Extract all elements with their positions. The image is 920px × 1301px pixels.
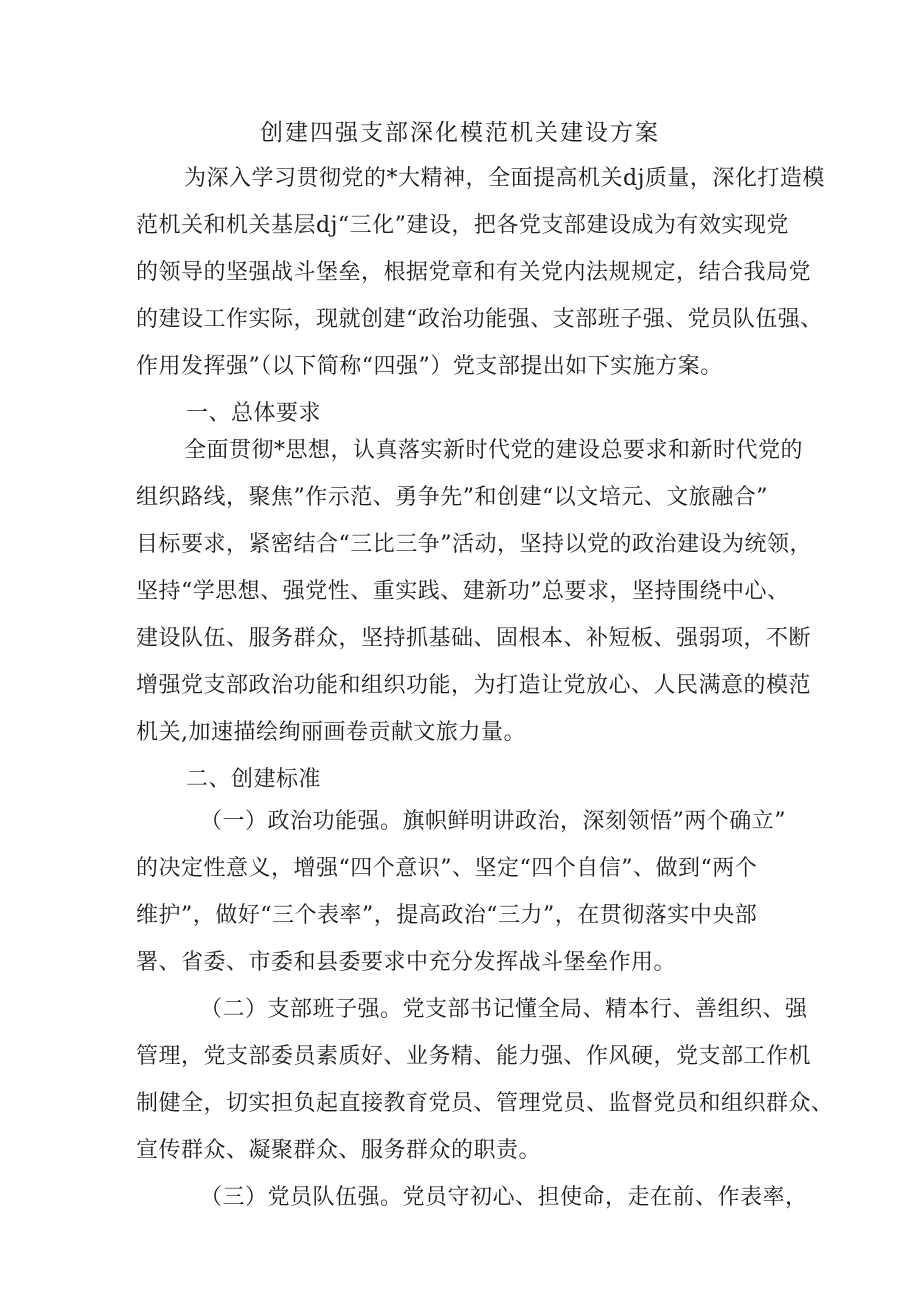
paragraph-line: 署、省委、市委和县委要求中充分发挥战斗堡垒作用。	[136, 950, 677, 975]
paragraph-line: 的领导的坚强战斗堡垒，根据党章和有关党内法规规定，结合我局党	[136, 260, 812, 285]
paragraph-line: 管理，党支部委员素质好、业务精、能力强、作风硬，党支部工作机	[136, 1044, 812, 1069]
paragraph-line: 的建设工作实际，现就创建“政治功能强、支部班子强、党员队伍强、	[136, 307, 823, 332]
paragraph-line: （三）党员队伍强。党员守初心、担使命，走在前、作表率，	[200, 1185, 808, 1210]
paragraph-line: 的决定性意义，增强“四个意识”、坚定“四个自信”、做到“两个	[136, 856, 758, 881]
paragraph-line: 机关,加速描绘绚丽画卷贡献文旅力量。	[136, 720, 526, 745]
paragraph-line: （一）政治功能强。旗帜鲜明讲政治，深刻领悟”两个确立”	[200, 809, 786, 834]
paragraph-line: 组织路线，聚焦”作示范、勇争先”和创建“以文培元、文旅融合”	[136, 485, 768, 510]
paragraph-line: 维护”，做好“三个表率”，提高政治“三力”，在贯彻落实中央部	[136, 903, 758, 928]
paragraph-line: 增强党支部政治功能和组织功能，为打造让党放心、人民满意的模范	[136, 673, 812, 698]
section-heading: 一、总体要求	[186, 401, 322, 426]
paragraph-line: 宣传群众、凝聚群众、服务群众的职责。	[136, 1138, 542, 1163]
paragraph-line: 制健全，切实担负起直接教育党员、管理党员、监督党员和组织群众、	[136, 1091, 834, 1116]
paragraph-line: 全面贯彻*思想，认真落实新时代党的建设总要求和新时代党的	[184, 438, 804, 463]
paragraph-line: 建设队伍、服务群众，坚持抓基础、固根本、补短板、强弱项，不断	[136, 626, 812, 651]
document-title: 创建四强支部深化模范机关建设方案	[260, 120, 660, 146]
paragraph-line: 范机关和机关基层dj“三化”建设，把各党支部建设成为有效实现党	[136, 213, 789, 238]
paragraph-line: 目标要求，紧密结合“三比三争”活动，坚持以党的政治建设为统领，	[136, 532, 812, 557]
paragraph-line: 为深入学习贯彻党的*大精神，全面提高机关dj质量，深化打造模	[184, 166, 825, 191]
paragraph-line: （二）支部班子强。党支部书记懂全局、精本行、善组织、强	[200, 997, 808, 1022]
paragraph-line: 作用发挥强”（以下简称“四强”）党支部提出如下实施方案。	[136, 354, 723, 379]
section-heading: 二、创建标准	[186, 767, 322, 792]
paragraph-line: 坚持“学思想、强党性、重实践、建新功”总要求，坚持围绕中心、	[136, 579, 790, 604]
